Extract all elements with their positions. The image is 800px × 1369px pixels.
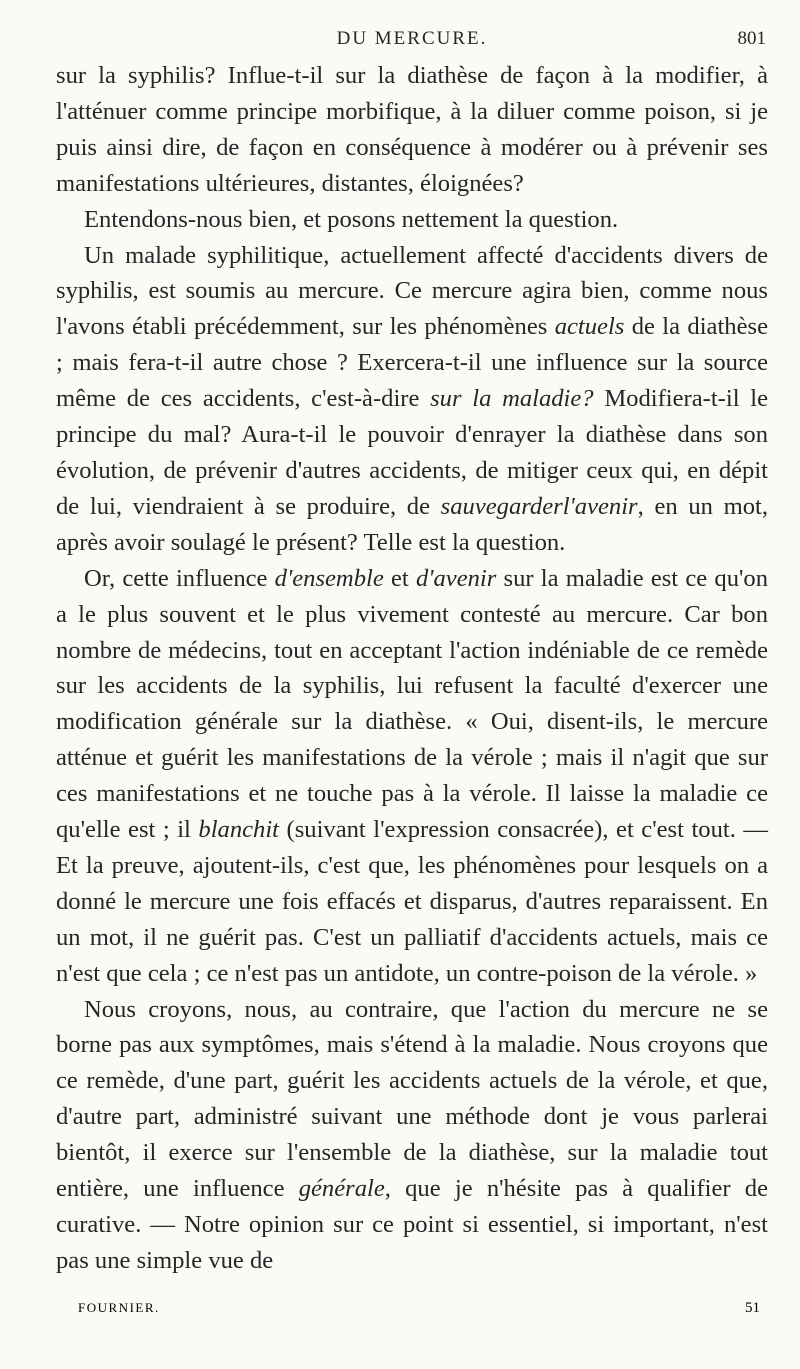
text-run: sur la syphilis? Influe-t-il sur la diathèse de façon à la modifier, à l'atténuer comme principe morbifique, à la diluer comme poison, si je puis ainsi dire, de façon en conséquence à modérer ou à prévenir ses manifestations ultérieures, distantes, éloignées? (56, 62, 768, 197)
text-run: sur la maladie est ce qu'on a le plus souvent et le plus vivement contesté au mercure. Car bon nombre de médecins, tout en acceptant l'action indéniable de ce remède sur les accidents de la syphilis, lui refusent la faculté d'exercer une modification générale sur la diathèse. « Oui, disent-ils, le mercure atténue et guérit les manifestations de la vérole ; mais il n'agit que sur ces manifestations et ne touche pas à la vérole. Il laisse la maladie ce qu'elle est ; il (56, 564, 769, 844)
text-run: de la diathèse ; mais fera-t-il autre chose ? Exercera-t-il une influence sur la source même de ces accidents, c'est-à-dire (56, 313, 768, 413)
running-title: DU MERCURE. (336, 28, 488, 49)
italic-phrase: d'avenir (415, 564, 497, 592)
sheet-number: 51 (745, 1300, 760, 1316)
page-number: 801 (737, 28, 766, 49)
page-footer (56, 1300, 768, 1320)
body-text (56, 58, 768, 1279)
text-run: , en un mot, après avoir soulagé le présent? Telle est la question. (56, 492, 768, 556)
text-run: Or, cette influence (84, 564, 275, 592)
paragraph (56, 992, 768, 1279)
book-page (56, 28, 768, 1279)
text-run: Modifiera-t-il le principe du mal? Aura-t-il le pouvoir d'enrayer la diathèse dans son évolution, de prévenir d'autres accidents, de mitiger ceux qui, en dépit de lui, viendraient à se produire, de (56, 385, 768, 520)
paragraph (56, 238, 768, 561)
italic-phrase: sauvegarderl'avenir (440, 492, 638, 520)
page-header (56, 28, 768, 58)
text-run: Entendons-nous bien, et posons nettement la question. (84, 205, 619, 233)
italic-phrase: d'ensemble (274, 564, 384, 592)
text-run: et (383, 564, 416, 592)
text-run: Nous croyons, nous, au contraire, que l'action du mercure ne se borne pas aux symptômes, mais s'étend à la maladie. Nous croyons que ce remède, d'une part, guérit les accidents actuels de la vérole, et que, d'autre part, administré suivant une méthode dont je vous parlerai bientôt, il exerce sur l'ensemble de la diathèse, sur la maladie tout entière, une influence (56, 995, 768, 1203)
printer-signature: FOURNIER. (78, 1300, 160, 1315)
italic-phrase: blanchit (198, 816, 280, 844)
text-run: Un malade syphilitique, actuellement affecté d'accidents divers de syphilis, est soumis au mercure. Ce mercure agira bien, comme nous l'avons établi précédemment, sur les phénomènes (56, 241, 768, 341)
italic-phrase: sur la maladie? (430, 385, 594, 413)
text-run: (suivant l'expression consacrée), et c'est tout. — Et la preuve, ajoutent-ils, c'est que, les phénomènes pour lesquels on a donné le mercure une fois effacés et disparus, d'autres reparaissent. En un mot, il ne guérit pas. C'est un palliatif d'accidents actuels, mais ce n'est que cela ; ce n'est pas un antidote, un contre-poison de la vérole. » (56, 816, 768, 987)
paragraph (56, 202, 768, 238)
paragraph (56, 561, 768, 992)
italic-phrase: actuels (554, 313, 625, 341)
italic-phrase: générale (298, 1175, 385, 1203)
paragraph (56, 58, 768, 202)
text-run: , que je n'hésite pas à qualifier de curative. — Notre opinion sur ce point si essentiel, si important, n'est pas une simple vue de (56, 1175, 769, 1274)
